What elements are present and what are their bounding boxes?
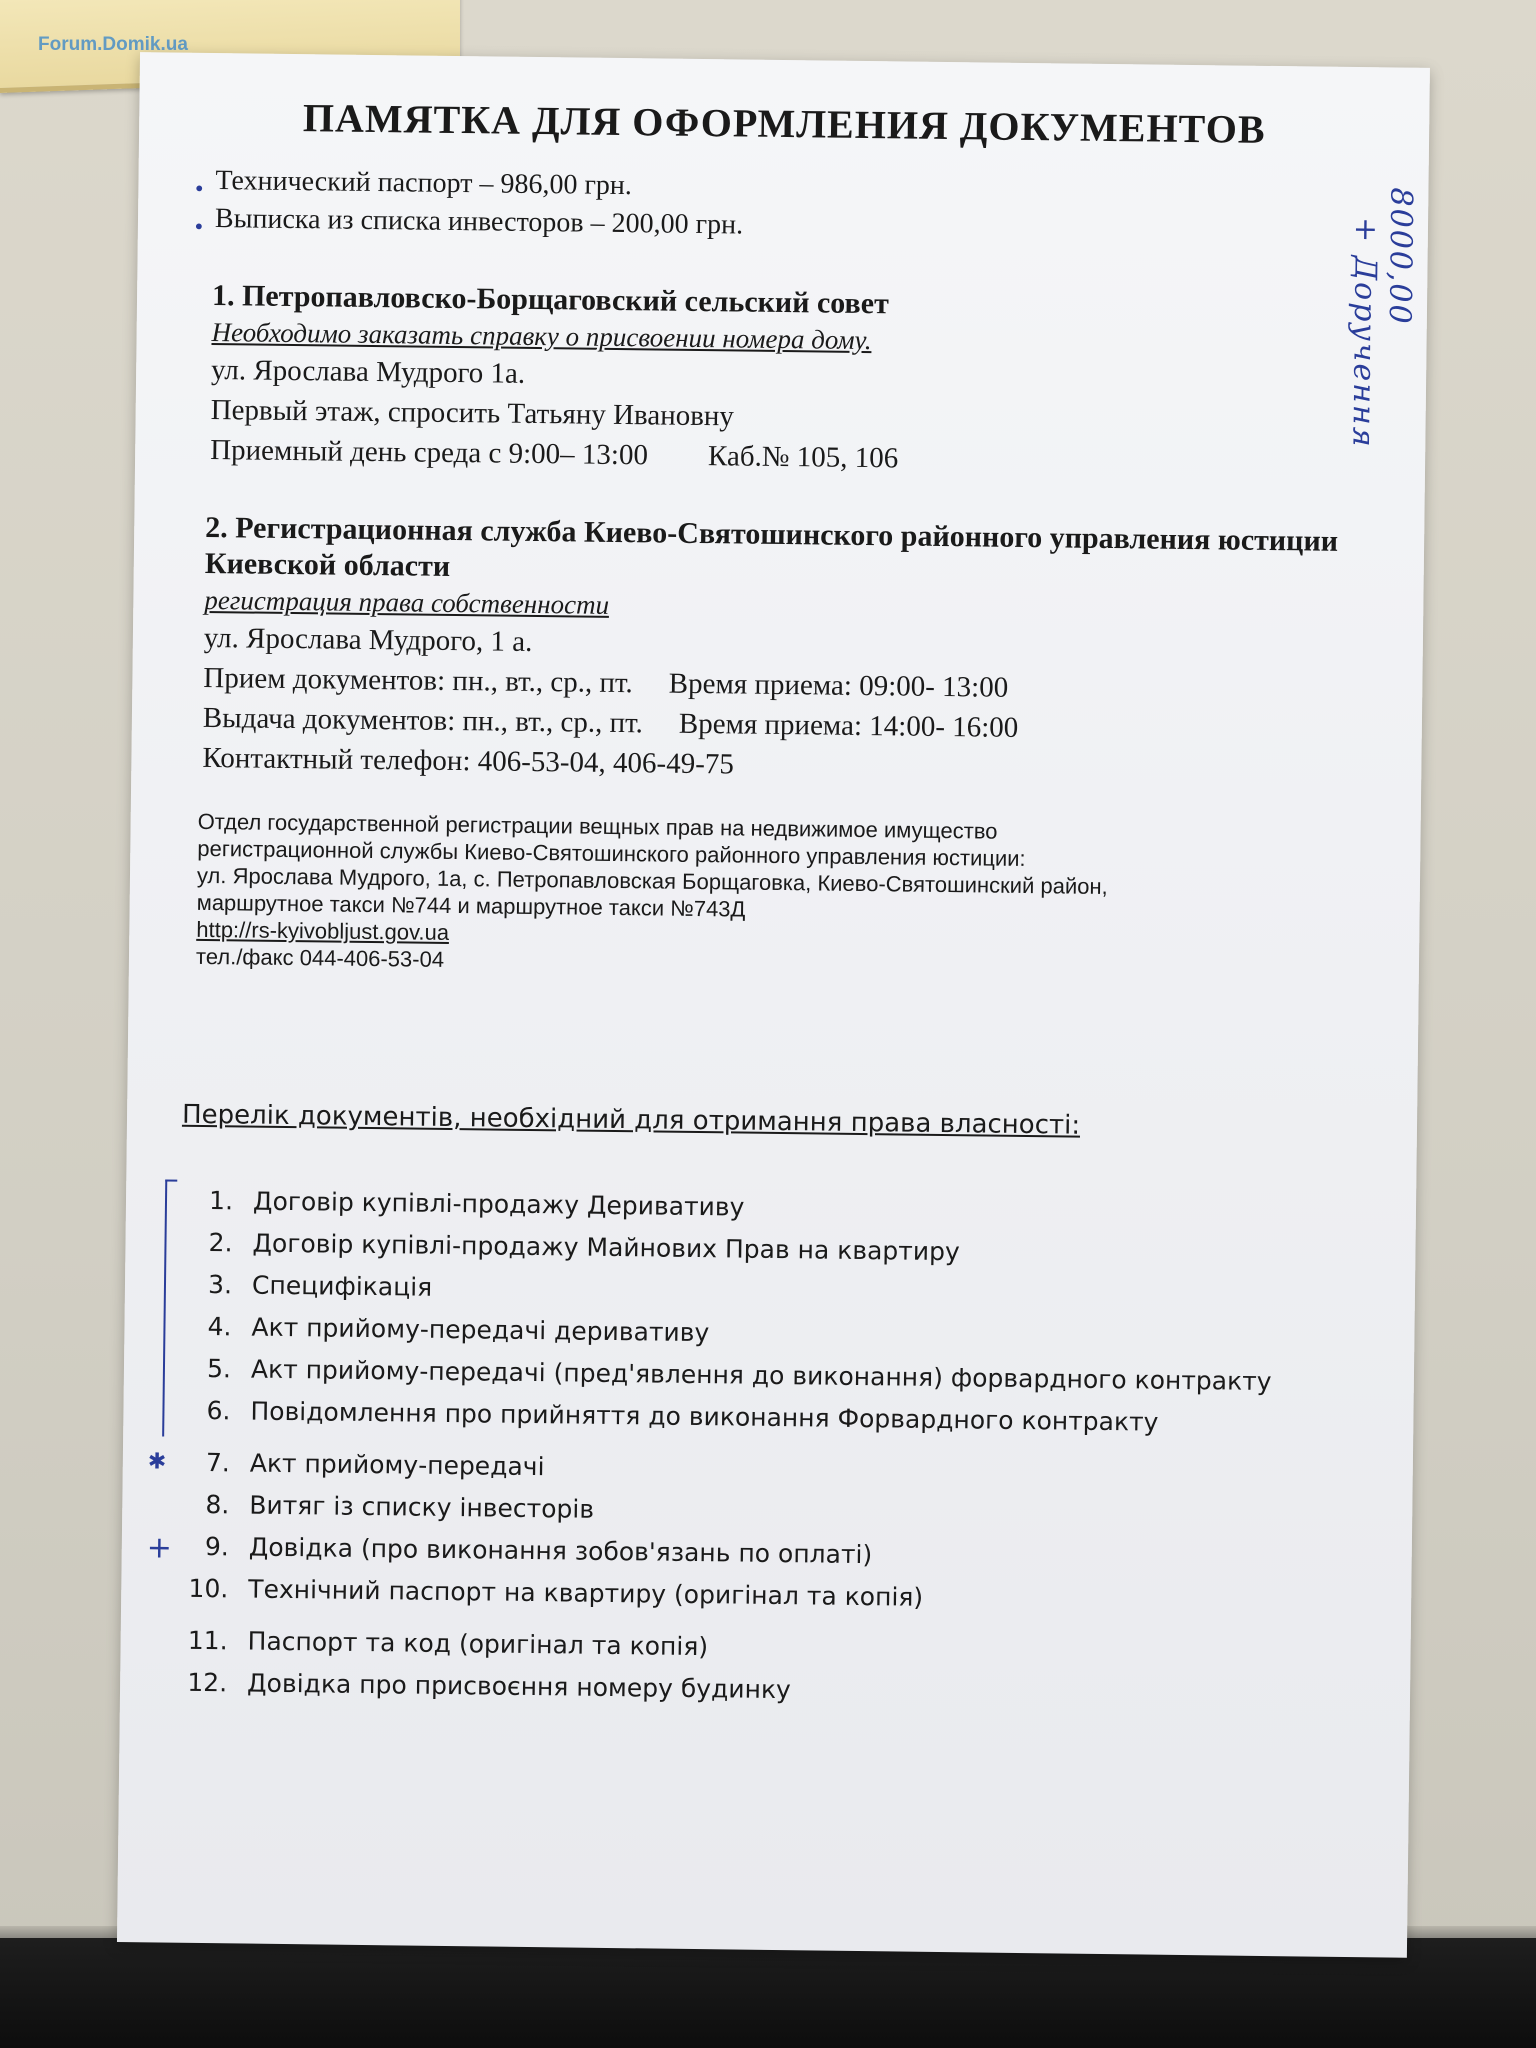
department-line: Отдел государственной регистрации вещных прав на недвижимое имущество bbox=[197, 808, 998, 844]
reception-day: Приемный день среда с 9:00– 13:00 bbox=[209, 434, 649, 472]
fee-text: Выписка из списка инвесторов – 200,00 грн. bbox=[214, 203, 744, 241]
department-info bbox=[184, 808, 1366, 984]
item-text: Акт прийому-передачі bbox=[249, 1448, 545, 1482]
intake-days: Прием документов: пн., вт., ср., пт. bbox=[203, 661, 633, 700]
department-line: регистрационной службы Киево-Святошинского районного управления юстиции: bbox=[197, 835, 1026, 871]
fax-line: тел./факс 044-406-53-04 bbox=[195, 943, 445, 972]
handwritten-amount: 8000,00 bbox=[1381, 187, 1419, 326]
department-line: ул. Ярослава Мудрого, 1а, с. Петропавловская Борщаговка, Киево-Святошинский район, bbox=[196, 862, 1108, 900]
document-content bbox=[146, 93, 1375, 1718]
document-title: ПАМЯТКА ДЛЯ ОФОРМЛЕНИЯ ДОКУМЕНТОВ bbox=[302, 95, 1266, 152]
section-subtitle: регистрация права собственности bbox=[204, 584, 610, 620]
address-line: ул. Ярослава Мудрого 1а. bbox=[210, 354, 526, 390]
item-number: 5. bbox=[206, 1354, 232, 1384]
address-line: ул. Ярослава Мудрого, 1 а. bbox=[203, 621, 533, 658]
bullet-mark-icon: • bbox=[193, 176, 206, 201]
item-text: Технічний паспорт на квартиру (оригінал та копія) bbox=[248, 1574, 924, 1612]
item-number: 4. bbox=[207, 1312, 232, 1342]
fee-text: Технический паспорт – 986,00 грн. bbox=[215, 165, 633, 202]
item-number: 9. bbox=[204, 1532, 229, 1562]
handwritten-margin-note bbox=[1345, 187, 1418, 449]
section-heading: 2. Регистрационная служба Киево-Святошинского районного управления юстиции Киевской области bbox=[204, 510, 1339, 583]
item-number: 6. bbox=[206, 1396, 231, 1426]
section-registration-service bbox=[186, 510, 1369, 792]
item-text: Акт прийому-передачі деривативу bbox=[251, 1312, 710, 1348]
item-number: 3. bbox=[207, 1270, 233, 1300]
section-heading: 1. Петропавловско-Борщаговский сельский совет bbox=[211, 279, 890, 321]
website-url: http://rs-kyivobljust.gov.ua bbox=[196, 916, 450, 945]
item-text: Довідка (про виконання зобов'язань по оплаті) bbox=[248, 1532, 873, 1570]
documents-list-title: Перелік документів, необхідний для отримання права власності: bbox=[181, 1099, 1081, 1141]
handwritten-star-mark: ✱ bbox=[147, 1449, 167, 1475]
item-text: Повідомлення про прийняття до виконання Форвардного контракту bbox=[250, 1396, 1159, 1437]
item-number: 2. bbox=[208, 1228, 233, 1258]
item-number: 10. bbox=[188, 1573, 229, 1604]
item-text: Довідка про присвоєння номеру будинку bbox=[246, 1668, 792, 1705]
documents-list bbox=[146, 1180, 1361, 1718]
office-number: Каб.№ 105, 106 bbox=[707, 440, 899, 475]
item-number: 1. bbox=[208, 1186, 234, 1216]
contact-line: Первый этаж, спросить Татьяну Ивановну bbox=[210, 394, 735, 433]
item-number: 8. bbox=[205, 1490, 230, 1520]
item-text: Договір купівлі-продажу Майнових Прав на квартиру bbox=[252, 1228, 960, 1267]
handwritten-text: + Доручення bbox=[1345, 216, 1384, 449]
handwritten-plus-mark: + bbox=[146, 1530, 173, 1566]
phone-line: Контактный телефон: 406-53-04, 406-49-75 bbox=[202, 741, 735, 781]
department-line: маршрутное такси №744 и маршрутное такси №743Д bbox=[196, 889, 746, 922]
issue-time: Время приема: 14:00- 16:00 bbox=[678, 707, 1019, 744]
handwritten-bracket bbox=[162, 1180, 177, 1437]
item-text: Паспорт та код (оригінал та копія) bbox=[247, 1626, 709, 1662]
item-number: 11. bbox=[187, 1625, 228, 1656]
item-number: 12. bbox=[187, 1667, 228, 1698]
item-text: Акт прийому-передачі (пред'явлення до виконання) форвардного контракту bbox=[250, 1354, 1272, 1397]
issue-days: Выдача документов: пн., вт., ср., пт. bbox=[202, 701, 644, 740]
item-text: Договір купівлі-продажу Деривативу bbox=[252, 1186, 745, 1222]
section-subtitle: Необходимо заказать справку о присвоении номера дому. bbox=[211, 317, 872, 356]
item-text: Специфікація bbox=[251, 1270, 433, 1302]
item-number: 7. bbox=[205, 1448, 230, 1478]
item-text: Витяг із списку інвесторів bbox=[249, 1490, 595, 1524]
bullet-mark-icon: • bbox=[192, 214, 205, 239]
intake-time: Время приема: 09:00- 13:00 bbox=[668, 667, 1009, 704]
document-sheet bbox=[117, 52, 1430, 1958]
section-village-council bbox=[190, 278, 1372, 484]
watermark: Forum.Domik.ua bbox=[38, 34, 188, 55]
